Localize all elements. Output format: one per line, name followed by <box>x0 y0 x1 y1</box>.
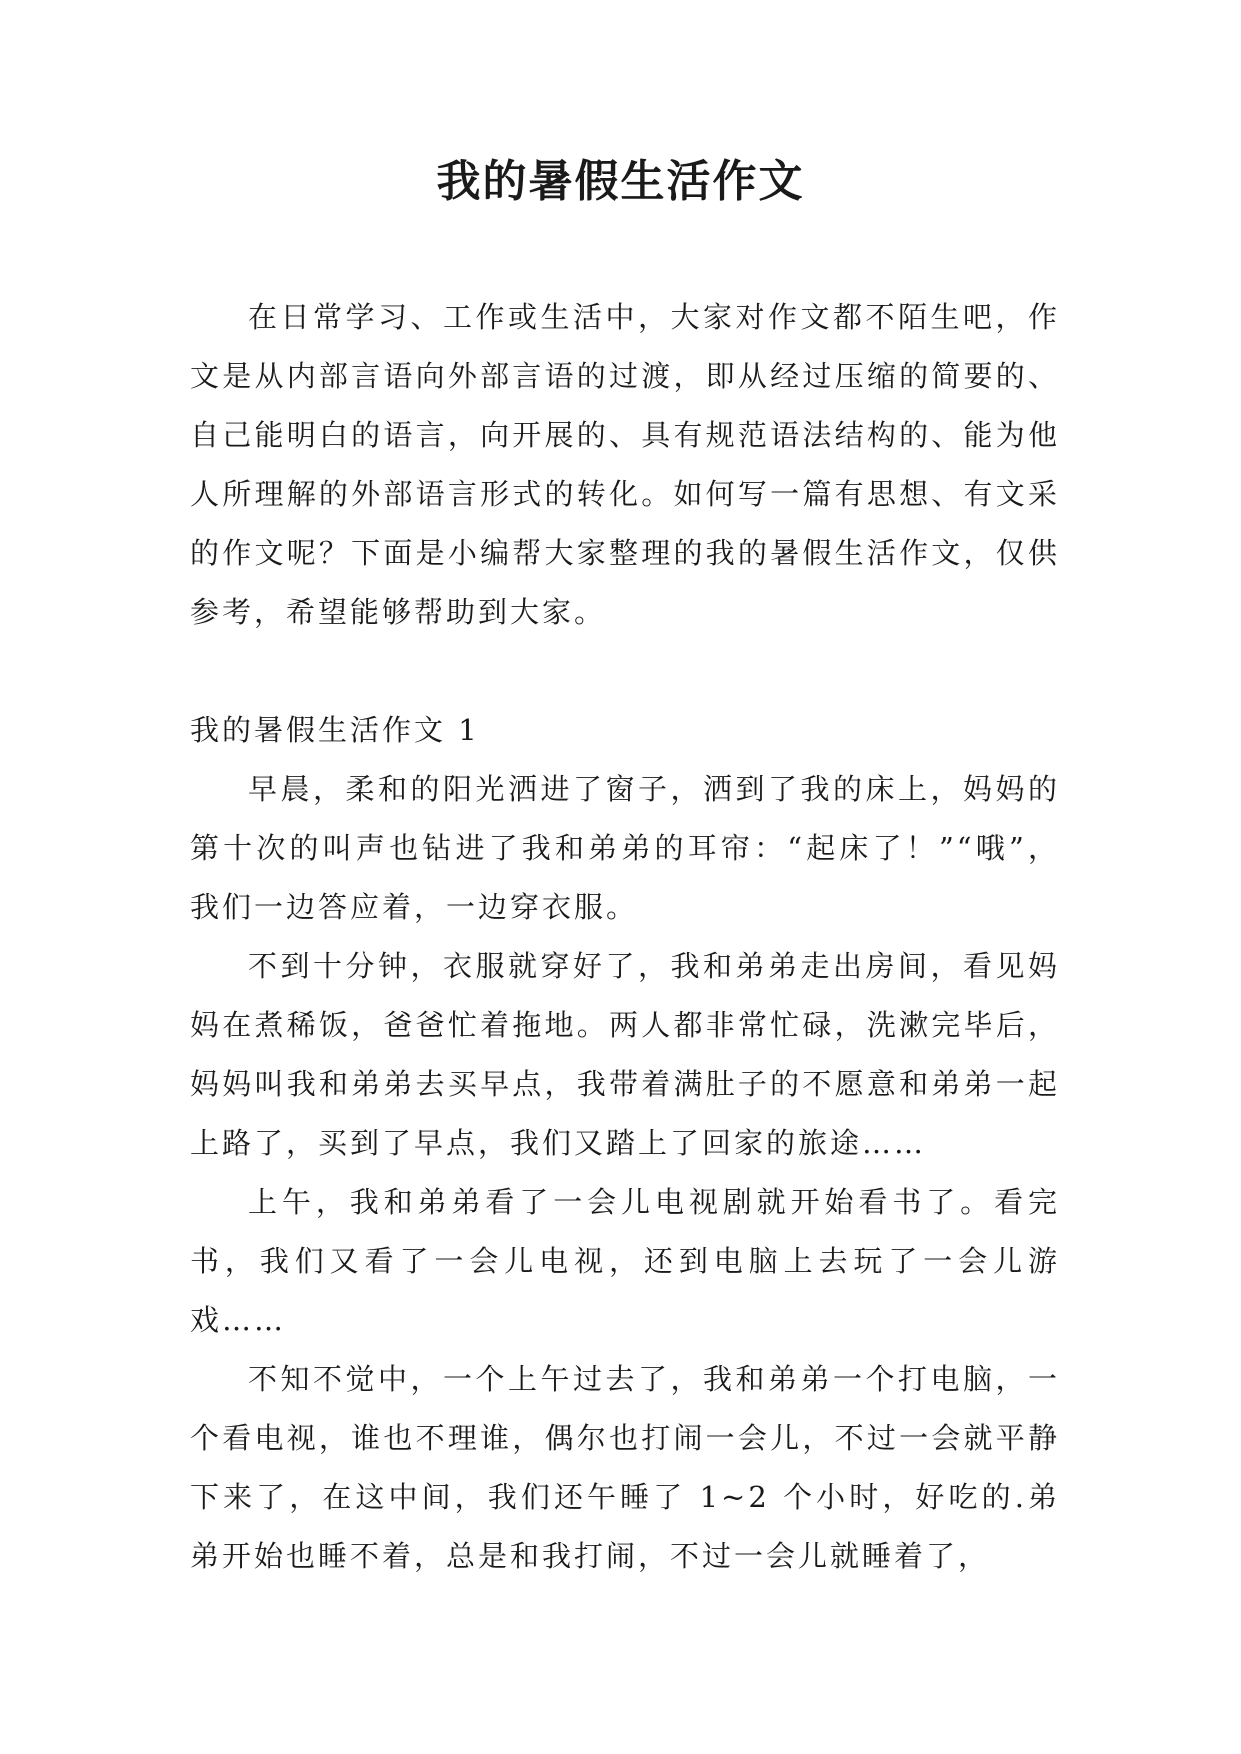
document-title: 我的暑假生活作文 <box>436 156 805 207</box>
body-paragraph: 不知不觉中，一个上午过去了，我和弟弟一个打电脑，一个看电视，谁也不理谁，偶尔也打闹一会儿，不过一会就平静下来了，在这中间，我们还午睡了 1~2 个小时，好吃的.弟弟开始也睡不着，总是和我打闹，不过一会儿就睡着了， <box>190 1362 1060 1573</box>
body-paragraph: 早晨，柔和的阳光洒进了窗子，洒到了我的床上，妈妈的第十次的叫声也钻进了我和弟弟的耳帘：“起床了！”“哦”，我们一边答应着，一边穿衣服。 <box>190 772 1060 924</box>
intro-paragraph: 在日常学习、工作或生活中，大家对作文都不陌生吧，作文是从内部言语向外部言语的过渡，即从经过压缩的简要的、自己能明白的语言，向开展的、具有规范语法结构的、能为他人所理解的外部语言形式的转化。如何写一篇有思想、有文采的作文呢？下面是小编帮大家整理的我的暑假生活作文，仅供参考，希望能够帮助到大家。 <box>190 300 1060 629</box>
body-paragraph: 上午，我和弟弟看了一会儿电视剧就开始看书了。看完书，我们又看了一会儿电视，还到电脑上去玩了一会儿游戏…… <box>190 1185 1060 1337</box>
document-body <box>190 288 1060 1586</box>
body-paragraph: 不到十分钟，衣服就穿好了，我和弟弟走出房间，看见妈妈在煮稀饭，爸爸忙着拖地。两人都非常忙碌，洗漱完毕后，妈妈叫我和弟弟去买早点，我带着满肚子的不愿意和弟弟一起上路了，买到了早点，我们又踏上了回家的旅途…… <box>190 949 1060 1160</box>
section-heading: 我的暑假生活作文 1 <box>190 713 480 747</box>
